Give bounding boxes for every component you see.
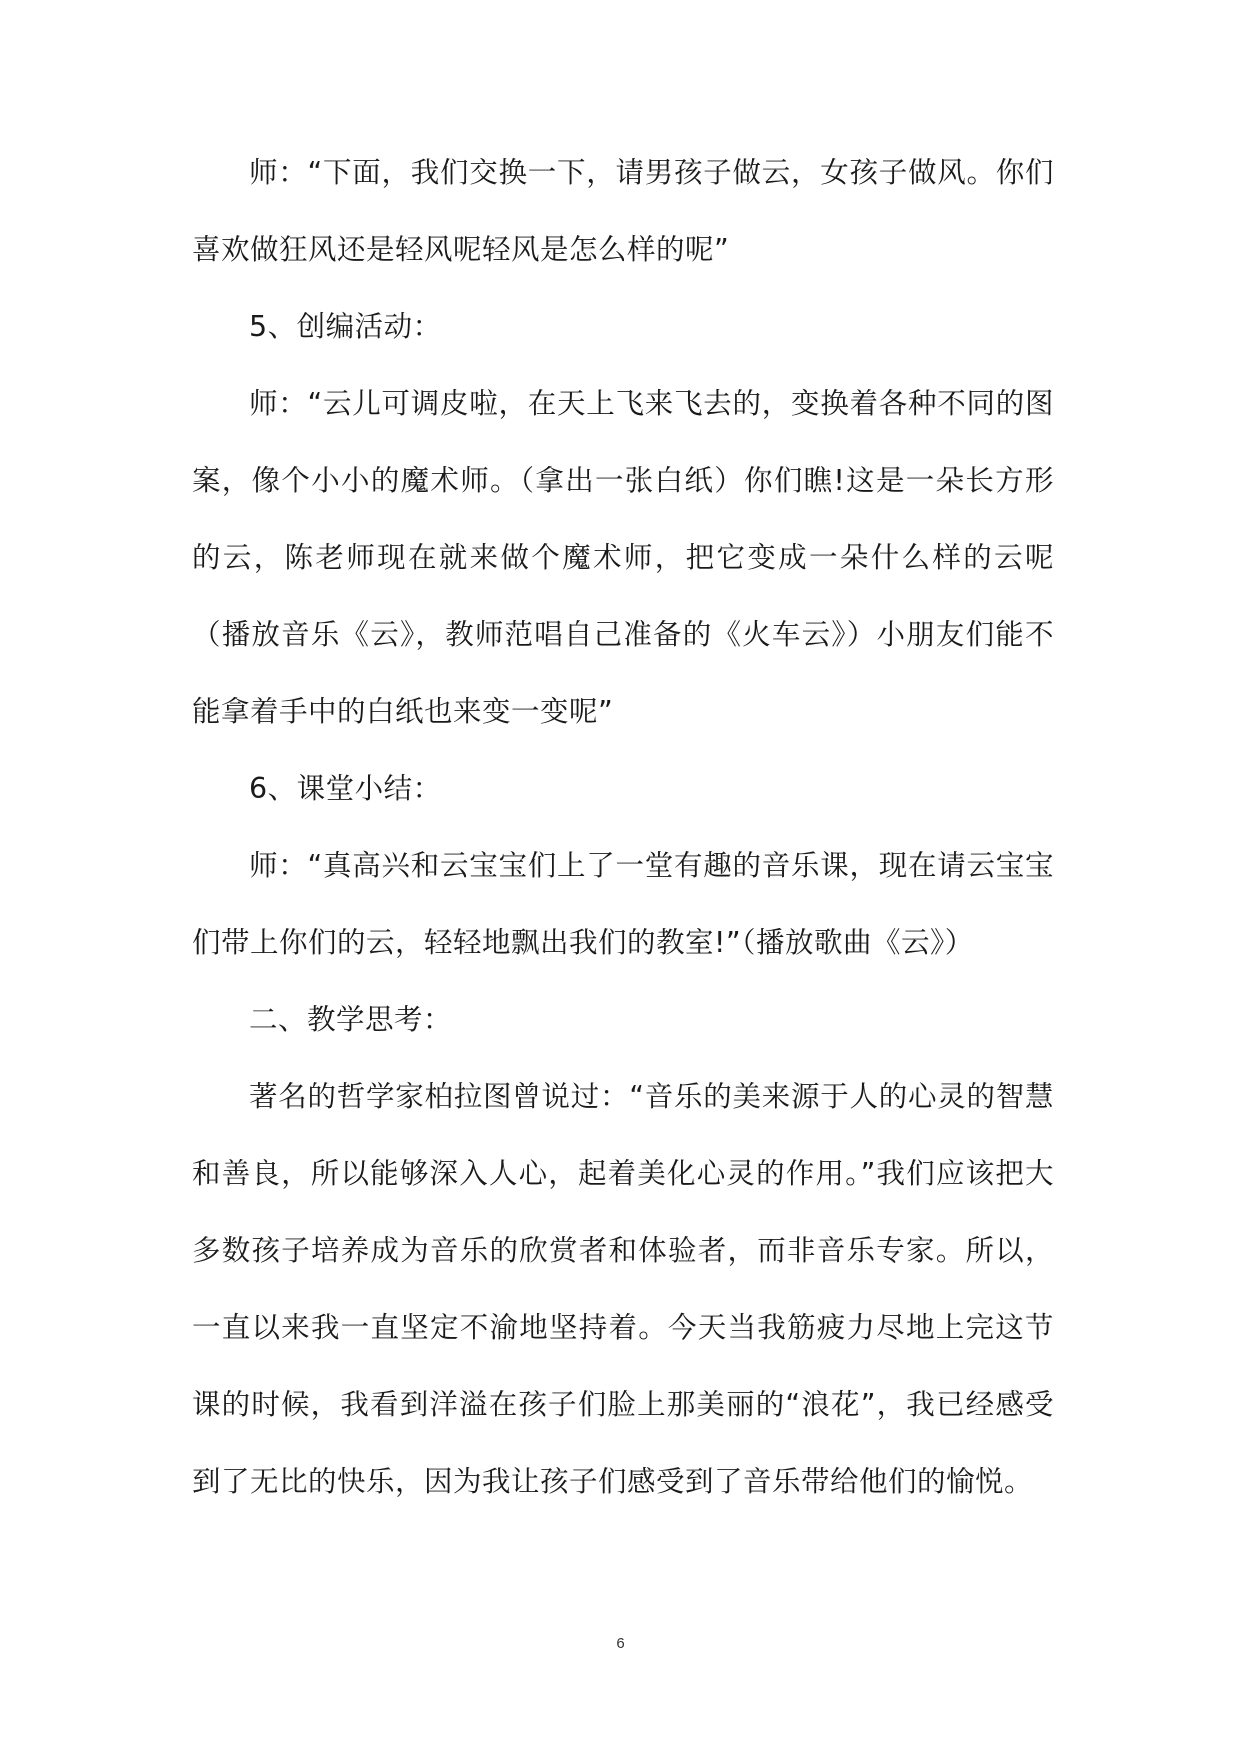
paragraph-teacher-closing: 师：“真高兴和云宝宝们上了一堂有趣的音乐课，现在请云宝宝们带上你们的云，轻轻地飘出我们的教室!”（播放歌曲《云》） (192, 849, 1054, 959)
paragraph-reflection: 著名的哲学家柏拉图曾说过：“音乐的美来源于人的心灵的智慧和善良，所以能够深入人心，起着美化心灵的作用。”我们应该把大多数孩子培养成为音乐的欣赏者和体验者，而非音乐专家。所以，一直以来我一直坚定不渝地坚持着。今天当我筋疲力尽地上完这节课的时候，我看到洋溢在孩子们脸上那美丽的“浪花”，我已经感受到了无比的快乐，因为我让孩子们感受到了音乐带给他们的愉悦。 (192, 1080, 1054, 1498)
paragraph-teacher-cloud-magic: 师：“云儿可调皮啦，在天上飞来飞去的，变换着各种不同的图案，像个小小的魔术师。（拿出一张白纸）你们瞧!这是一朵长方形的云，陈老师现在就来做个魔术师，把它变成一朵什么样的云呢（播放音乐《云》，教师范唱自己准备的《火车云》）小朋友们能不能拿着手中的白纸也来变一变呢” (192, 387, 1054, 728)
document-body (192, 134, 1054, 1520)
page-number: 6 (616, 1635, 625, 1652)
heading-creative-activity: 5、创编活动： (249, 310, 442, 343)
heading-class-summary: 6、课堂小结： (249, 772, 442, 805)
paragraph-teacher-swap-roles: 师：“下面，我们交换一下，请男孩子做云，女孩子做风。你们喜欢做狂风还是轻风呢轻风是怎么样的呢” (192, 156, 1054, 266)
heading-teaching-reflection: 二、教学思考： (249, 1003, 453, 1036)
